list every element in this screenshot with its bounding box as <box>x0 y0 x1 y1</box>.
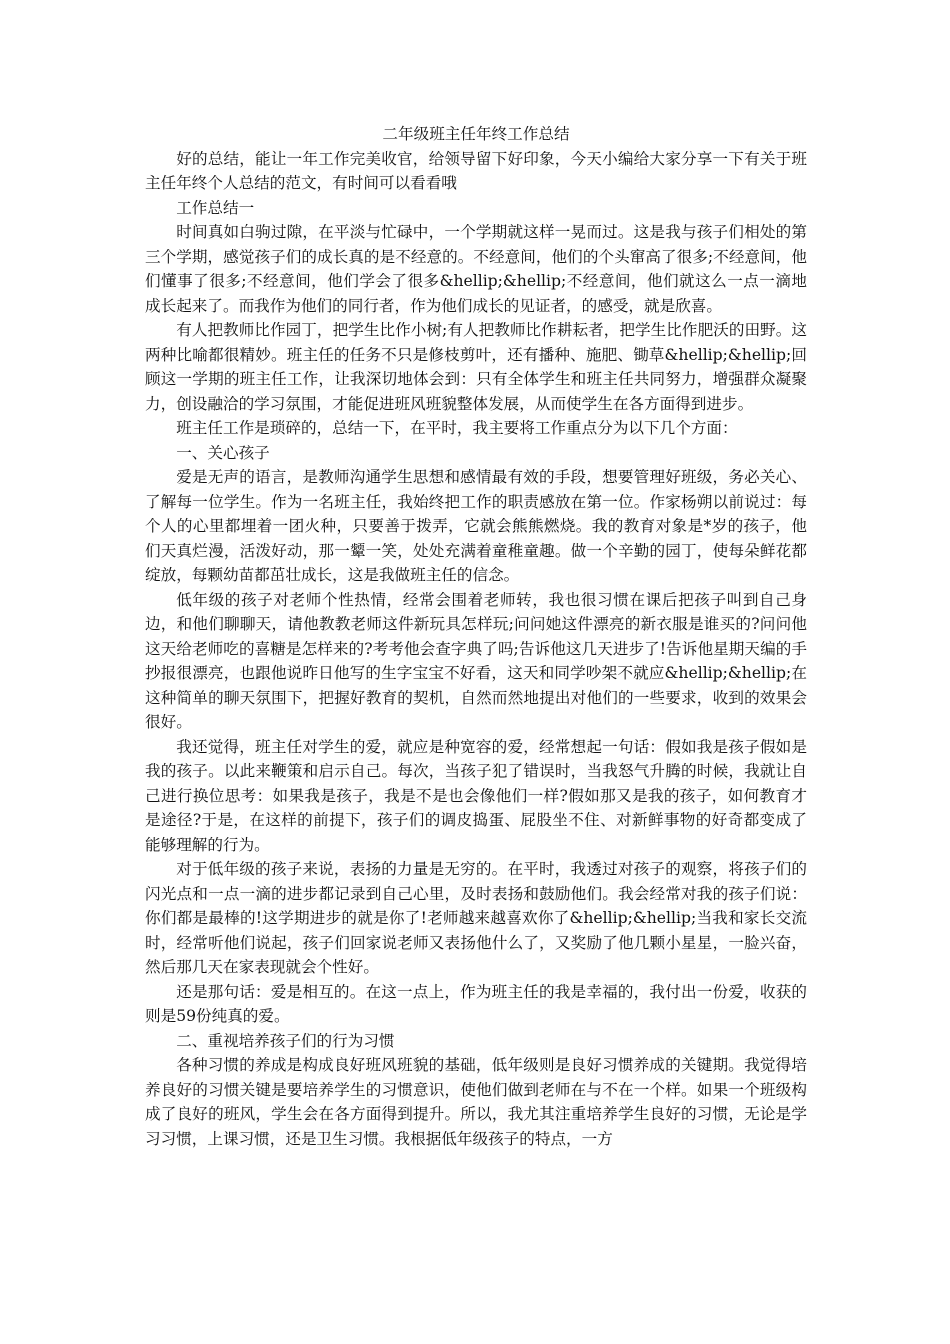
document-title: 二年级班主任年终工作总结 <box>382 125 570 143</box>
section-heading-2: 二、重视培养孩子们的行为习惯 <box>176 1031 395 1050</box>
paragraph: 低年级的孩子对老师个性热情，经常会围着老师转，我也很习惯在课后把孩子叫到自己身边，和他们聊聊天，请他教教老师这件新玩具怎样玩;问问她这件漂亮的新衣服是谁买的?问问他这天给老师吃的喜糖是怎样来的?考考他会查字典了吗;告诉他这几天进步了!告诉他星期天编的手抄报很漂亮，也跟他说昨日他写的生字宝宝不好看，这天和同学吵架不就应&hellip;&hellip;在这种简单的聊天氛围下，把握好教育的契机，自然而然地提出对他们的一些要求，收到的效果会很好。 <box>145 590 807 731</box>
document-page <box>145 122 807 1151</box>
intro-paragraph: 好的总结，能让一年工作完美收官，给领导留下好印象，今天小编给大家分享一下有关于班主任年终个人总结的范文，有时间可以看看哦 <box>145 149 807 192</box>
paragraph: 有人把教师比作园丁，把学生比作小树;有人把教师比作耕耘者，把学生比作肥沃的田野。这两种比喻都很精妙。班主任的任务不只是修枝剪叶，还有播种、施肥、锄草&hellip;&hellip;回顾这一学期的班主任工作，让我深切地体会到：只有全体学生和班主任共同努力，增强群众凝聚力，创设融洽的学习氛围，才能促进班风班貌整体发展，从而使学生在各方面得到进步。 <box>145 321 807 413</box>
section-label: 工作总结一 <box>176 198 255 217</box>
paragraph: 我还觉得，班主任对学生的爱，就应是种宽容的爱，经常想起一句话：假如我是孩子假如是我的孩子。以此来鞭策和启示自己。每次，当孩子犯了错误时，当我怒气升腾的时候，我就让自己进行换位思考：如果我是孩子，我是不是也会像他们一样?假如那又是我的孩子，如何教育才是途径?于是，在这样的前提下，孩子们的调皮捣蛋、屁股坐不住、对新鲜事物的好奇都变成了能够理解的行为。 <box>145 737 807 854</box>
paragraph: 对于低年级的孩子来说，表扬的力量是无穷的。在平时，我透过对孩子的观察，将孩子们的闪光点和一点一滴的进步都记录到自己心里，及时表扬和鼓励他们。我会经常对我的孩子们说：你们都是最棒的!这学期进步的就是你了!老师越来越喜欢你了&hellip;&hellip;当我和家长交流时，经常听他们说起，孩子们回家说老师又表扬他什么了，又奖励了他几颗小星星，一脸兴奋，然后那几天在家表现就会个性好。 <box>145 860 807 976</box>
paragraph: 各种习惯的养成是构成良好班风班貌的基础，低年级则是良好习惯养成的关键期。我觉得培养良好的习惯关键是要培养学生的习惯意识，使他们做到老师在与不在一个样。如果一个班级构成了良好的班风，学生会在各方面得到提升。所以，我尤其注重培养学生良好的习惯，无论是学习习惯，上课习惯，还是卫生习惯。我根据低年级孩子的特点，一方 <box>145 1056 807 1148</box>
section-heading-1: 一、关心孩子 <box>176 443 270 462</box>
paragraph: 爱是无声的语言，是教师沟通学生思想和感情最有效的手段，想要管理好班级，务必关心、了解每一位学生。作为一名班主任，我始终把工作的职责感放在第一位。作家杨朔以前说过：每个人的心里都埋着一团火种，只要善于拨弄，它就会熊熊燃烧。我的教育对象是*岁的孩子，他们天真烂漫，活泼好动，那一颦一笑，处处充满着童稚童趣。做一个辛勤的园丁，使每朵鲜花都绽放，每颗幼苗都茁壮成长，这是我做班主任的信念。 <box>145 468 807 584</box>
paragraph: 班主任工作是琐碎的，总结一下，在平时，我主要将工作重点分为以下几个方面： <box>176 419 738 437</box>
paragraph: 时间真如白驹过隙，在平淡与忙碌中，一个学期就这样一晃而过。这是我与孩子们相处的第三个学期，感觉孩子们的成长真的是不经意的。不经意间，他们的个头窜高了很多;不经意间，他们懂事了很多;不经意间，他们学会了很多&hellip;&hellip;不经意间，他们就这么一点一滴地成长起来了。而我作为他们的同行者，作为他们成长的见证者，的感受，就是欣喜。 <box>145 223 807 315</box>
paragraph: 还是那句话：爱是相互的。在这一点上，作为班主任的我是幸福的，我付出一份爱，收获的则是59份纯真的爱。 <box>145 982 807 1025</box>
